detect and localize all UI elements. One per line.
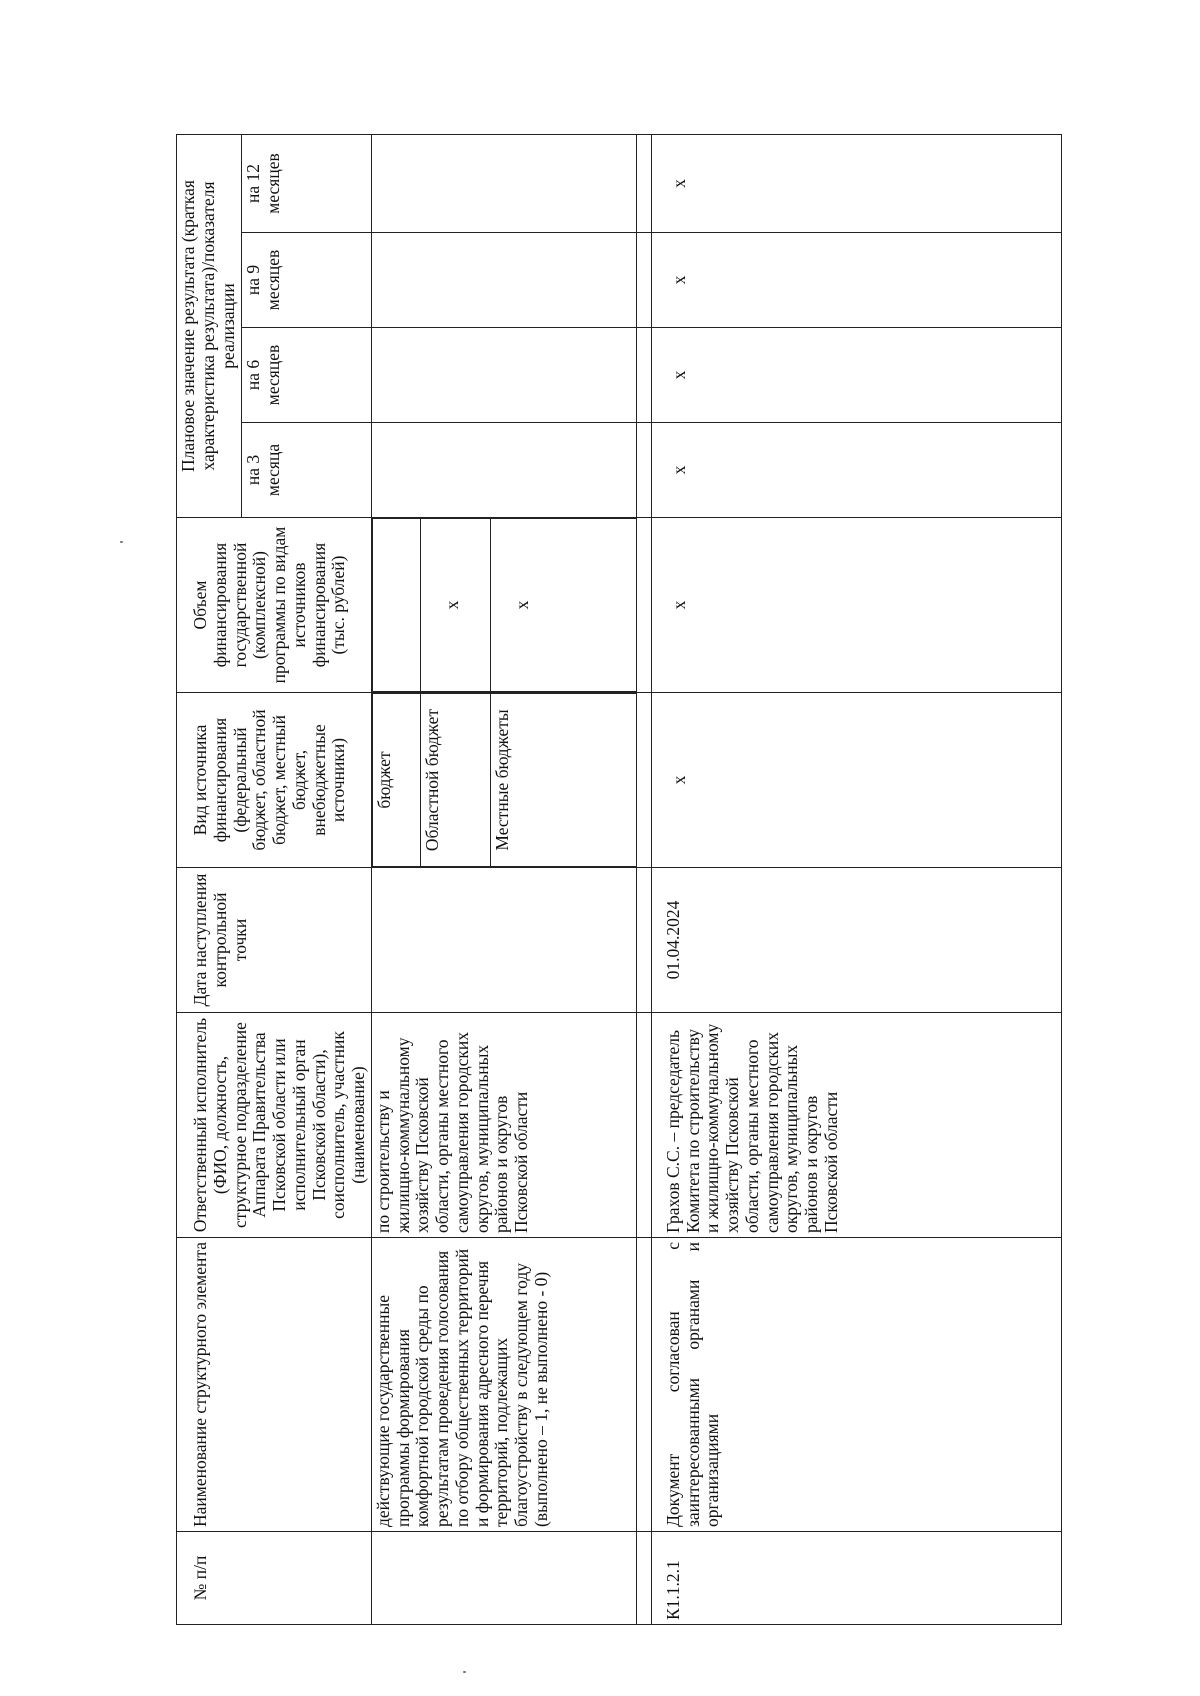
row1-m9 bbox=[371, 233, 636, 328]
row2-m3: х bbox=[651, 423, 1061, 518]
row2-responsible: Грахов С.С. – председатель Комитета по строительству и жилищно-коммунальному хозяйству Псковской области, органы местного самоуправления городских округов, муниципальных районов и округов Псковской области bbox=[651, 1013, 1061, 1238]
row1-volumes-split bbox=[372, 518, 636, 692]
header-num: № п/п bbox=[177, 1532, 372, 1625]
control-points-table bbox=[176, 134, 1062, 1625]
row1-sources-split bbox=[372, 693, 636, 867]
row1-volumes bbox=[371, 518, 636, 693]
source-item: бюджет bbox=[372, 694, 420, 867]
header-m9: на 9 месяцев bbox=[242, 233, 372, 328]
table-row bbox=[651, 134, 1061, 1624]
header-responsible: Ответственный исполнитель (ФИО, должность, структурное подразделение Аппарата Правительства Псковской области или исполнительный орган Псковской области), соисполнитель, участник (наименование) bbox=[177, 1013, 372, 1238]
header-planned: Плановое значение результата (краткая характеристика результата)/показателя реализации bbox=[177, 134, 242, 517]
row2-m9: х bbox=[651, 233, 1061, 328]
scan-speck bbox=[120, 541, 123, 543]
header-row bbox=[177, 134, 242, 1624]
table-row bbox=[371, 134, 636, 1624]
rotated-table-wrapper bbox=[176, 135, 1061, 1625]
header-m6: на 6 месяцев bbox=[242, 328, 372, 423]
scan-speck bbox=[463, 1671, 466, 1673]
row1-m3 bbox=[371, 423, 636, 518]
row1-date bbox=[371, 868, 636, 1013]
header-m12: на 12 месяцев bbox=[242, 134, 372, 232]
row1-responsible: по строительству и жилищно-коммунальному хозяйству Псковской области, органы местного самоуправления городских округов, муниципальных районов и округов Псковской области bbox=[371, 1013, 636, 1238]
volume-item: х bbox=[420, 519, 490, 692]
source-item: Местные бюджеты bbox=[490, 694, 636, 867]
row2-date: 01.04.2024 bbox=[651, 868, 1061, 1013]
header-m3: на 3 месяца bbox=[242, 423, 372, 518]
row2-m6: х bbox=[651, 328, 1061, 423]
header-name: Наименование структурного элемента bbox=[177, 1238, 372, 1532]
row2-source: х bbox=[651, 693, 1061, 868]
row1-name: действующие государственные программы формирования комфортной городской среды по результатам проведения голосования по отбору общественных территорий и формирования адресного перечня территорий, подлежащих благоустройству в следующем году (выполнено – 1, не выполнено - 0) bbox=[371, 1238, 636, 1532]
source-item: Областной бюджет bbox=[420, 694, 490, 867]
volume-item bbox=[372, 519, 420, 692]
header-date: Дата наступления контрольной точки bbox=[177, 868, 372, 1013]
row2-m12: х bbox=[651, 134, 1061, 232]
table-row-gap bbox=[636, 134, 651, 1624]
row2-name: Документ согласован с заинтересованными органами и организациями bbox=[651, 1238, 1061, 1532]
row1-m6 bbox=[371, 328, 636, 423]
header-volume: Объем финансирования государственной (комплексной) программы по видам источников финансирования (тыс. рублей) bbox=[177, 518, 372, 693]
row1-sources bbox=[371, 693, 636, 868]
header-source: Вид источника финансирования (федеральный бюджет, областной бюджет, местный бюджет, внебюджетные источники) bbox=[177, 693, 372, 868]
row1-m12 bbox=[371, 134, 636, 232]
row1-num bbox=[371, 1532, 636, 1625]
row2-num: К1.1.2.1 bbox=[651, 1532, 1061, 1625]
row2-volume: х bbox=[651, 518, 1061, 693]
volume-item: х bbox=[490, 519, 636, 692]
